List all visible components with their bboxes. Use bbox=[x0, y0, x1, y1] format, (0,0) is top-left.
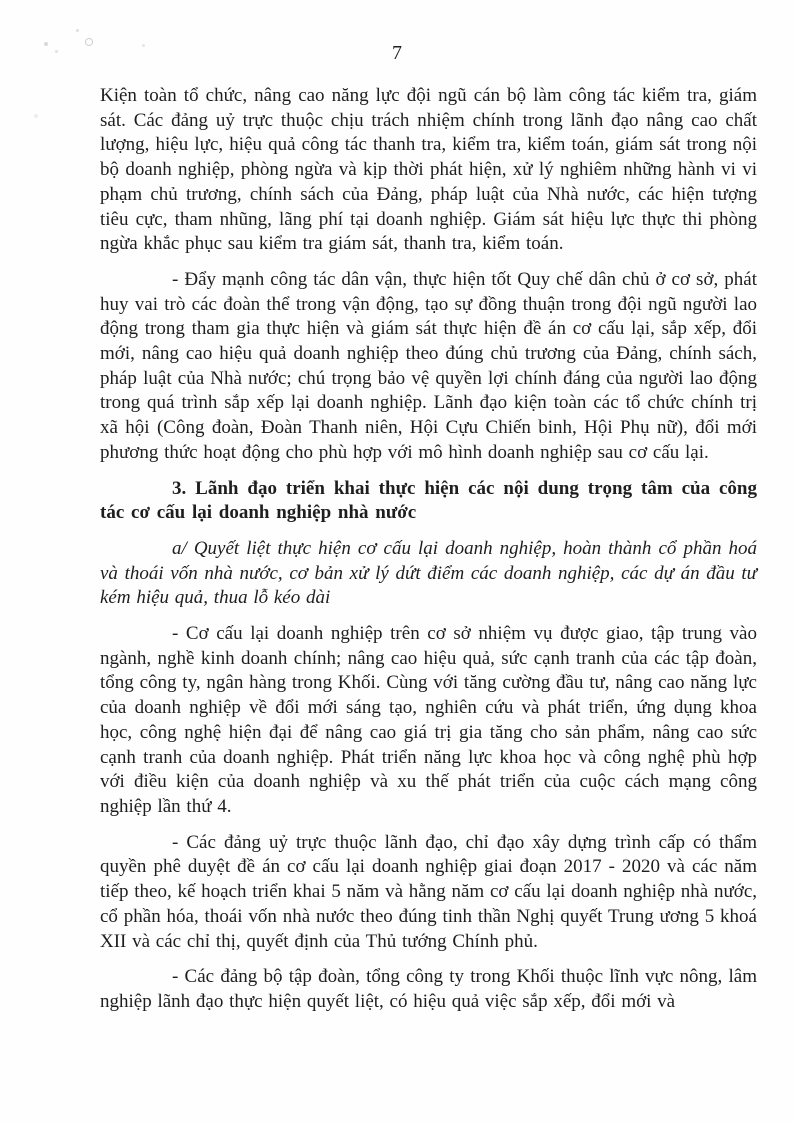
scan-speck bbox=[34, 114, 38, 118]
paragraph-dash-item: - Đẩy mạnh công tác dân vận, thực hiện tốt Quy chế dân chủ ở cơ sở, phát huy vai trò các đoàn thể trong vận động, tạo sự đồng thuận trong đội ngũ người lao động trong tham gia thực hiện và giám sát thực hiện đề án cơ cấu lại, sắp xếp, đổi mới, nâng cao hiệu quả doanh nghiệp theo đúng chủ trương của Đảng, chính sách, pháp luật của Nhà nước; chú trọng bảo vệ quyền lợi chính đáng của người lao động trong quá trình sắp xếp lại doanh nghiệp. Lãnh đạo kiện toàn các tổ chức chính trị xã hội (Công đoàn, Đoàn Thanh niên, Hội Cựu Chiến binh, Hội Phụ nữ), đổi mới phương thức hoạt động cho phù hợp với mô hình doanh nghiệp sau cơ cấu lại. bbox=[100, 268, 757, 463]
paragraph-dash-item: - Các đảng bộ tập đoàn, tổng công ty trong Khối thuộc lĩnh vực nông, lâm nghiệp lãnh đạo thực hiện quyết liệt, có hiệu quả việc sắp xếp, đổi mới và bbox=[100, 966, 757, 1012]
paragraph-dash-item: - Các đảng uỷ trực thuộc lãnh đạo, chỉ đạo xây dựng trình cấp có thẩm quyền phê duyệt đề án cơ cấu lại doanh nghiệp giai đoạn 2017 - 2020 và các năm tiếp theo, kế hoạch triển khai 5 năm và hằng năm cơ cấu lại doanh nghiệp nhà nước, cổ phần hóa, thoái vốn nhà nước theo đúng tinh thần Nghị quyết Trung ương 5 khoá XII và các chỉ thị, quyết định của Thủ tướng Chính phủ. bbox=[100, 831, 757, 952]
scan-speck bbox=[76, 29, 79, 32]
page-number: 7 bbox=[392, 42, 402, 64]
subsection-heading: a/ Quyết liệt thực hiện cơ cấu lại doanh nghiệp, hoàn thành cổ phần hoá và thoái vốn nhà nước, cơ bản xử lý dứt điểm các doanh nghiệp, các dự án đầu tư kém hiệu quả, thua lỗ kéo dài bbox=[100, 537, 757, 609]
document-body bbox=[100, 84, 757, 1026]
paragraph-continuation: Kiện toàn tổ chức, nâng cao năng lực đội ngũ cán bộ làm công tác kiểm tra, giám sát. Các đảng uỷ trực thuộc chịu trách nhiệm chính trong lãnh đạo nâng cao chất lượng, hiệu lực, hiệu quả công tác thanh tra, kiểm tra, kiểm toán, giám sát trong nội bộ doanh nghiệp, phòng ngừa và kịp thời phát hiện, xử lý nghiêm những hành vi vi phạm chủ trương, chính sách của Đảng, pháp luật của Nhà nước, các hiện tượng tiêu cực, tham nhũng, lãng phí tại doanh nghiệp. Giám sát hiệu lực thực thi phòng ngừa khắc phục sau kiểm tra giám sát, thanh tra, kiểm toán. bbox=[100, 85, 757, 255]
paragraph-dash-item: - Cơ cấu lại doanh nghiệp trên cơ sở nhiệm vụ được giao, tập trung vào ngành, nghề kinh doanh chính; nâng cao hiệu quả, sức cạnh tranh của các tập đoàn, tổng công ty, ngân hàng trong Khối. Cùng với tăng cường đầu tư, nâng cao năng lực của doanh nghiệp về đổi mới sáng tạo, nghiên cứu và phát triển, ứng dụng khoa học, công nghệ hiện đại để nâng cao giá trị gia tăng cho sản phẩm, nâng cao sức cạnh tranh của doanh nghiệp. Phát triển năng lực khoa học và công nghệ phù hợp với điều kiện của doanh nghiệp và xu thế phát triển của cuộc cách mạng công nghiệp lần thứ 4. bbox=[100, 623, 757, 817]
section-heading: 3. Lãnh đạo triển khai thực hiện các nội dung trọng tâm của công tác cơ cấu lại doanh nghiệp nhà nước bbox=[100, 477, 757, 524]
